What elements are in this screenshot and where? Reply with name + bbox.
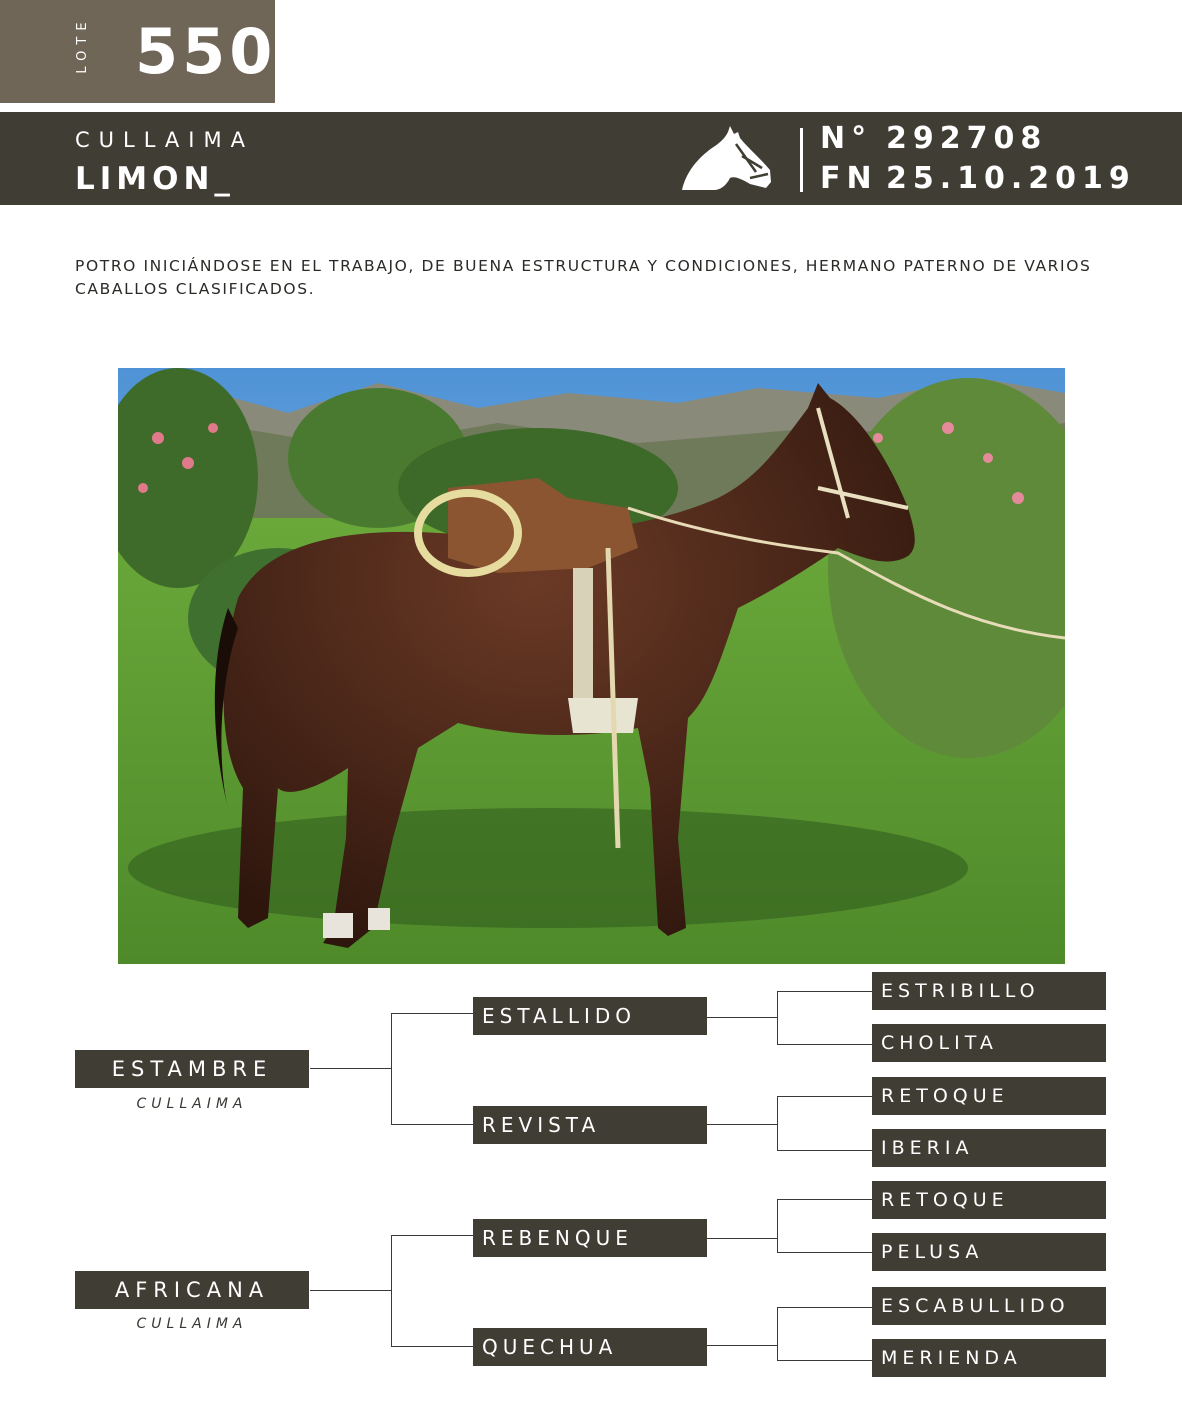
pedigree-ancestor: RETOQUE bbox=[872, 1077, 1106, 1115]
pedigree-connector bbox=[391, 1346, 473, 1347]
pedigree-ancestor: CHOLITA bbox=[872, 1024, 1106, 1062]
horse-header bbox=[0, 112, 1182, 205]
pedigree-connector bbox=[777, 1199, 778, 1253]
pedigree-connector bbox=[777, 1252, 872, 1253]
registration-number: 292708 bbox=[886, 121, 1048, 156]
pedigree-connector bbox=[391, 1235, 473, 1236]
pedigree-connector bbox=[777, 1096, 872, 1097]
horse-name: LIMON_ bbox=[75, 161, 235, 197]
lot-badge bbox=[0, 0, 275, 103]
horse-head-icon bbox=[680, 126, 772, 192]
pedigree-ancestor: ESCABULLIDO bbox=[872, 1287, 1106, 1325]
pedigree-connector bbox=[391, 1235, 392, 1346]
pedigree-ancestor: RETOQUE bbox=[872, 1181, 1106, 1219]
birth-date-row bbox=[820, 162, 1136, 196]
pedigree-dam-sire: REBENQUE bbox=[473, 1219, 707, 1257]
pedigree-sire-sire: ESTALLIDO bbox=[473, 997, 707, 1035]
registration-row bbox=[820, 122, 1047, 156]
pedigree-dam-dam: QUECHUA bbox=[473, 1328, 707, 1366]
horse-description: POTRO INICIÁNDOSE EN EL TRABAJO, DE BUENA ESTRUCTURA Y CONDICIONES, HERMANO PATERNO DE VARIOS CABALLOS CLASIFICADOS. bbox=[75, 257, 1092, 298]
pedigree-sire: ESTAMBRE bbox=[75, 1050, 309, 1088]
pedigree-connector bbox=[391, 1013, 473, 1014]
pedigree-connector bbox=[777, 1096, 778, 1150]
pedigree-ancestor: MERIENDA bbox=[872, 1339, 1106, 1377]
pedigree-connector bbox=[310, 1290, 392, 1291]
pedigree-connector bbox=[777, 1360, 872, 1361]
pedigree-connector bbox=[310, 1068, 392, 1069]
pedigree-connector bbox=[777, 1044, 872, 1045]
registration-label: N° bbox=[820, 121, 873, 156]
pedigree-connector bbox=[707, 1017, 778, 1018]
pedigree-ancestor: IBERIA bbox=[872, 1129, 1106, 1167]
pedigree-dam: AFRICANA bbox=[75, 1271, 309, 1309]
pedigree-connector bbox=[391, 1013, 392, 1124]
lot-label: LOTE bbox=[75, 16, 90, 74]
pedigree-connector bbox=[777, 991, 778, 1045]
pedigree-connector bbox=[777, 1307, 778, 1361]
breeder-name: CULLAIMA bbox=[75, 128, 254, 152]
pedigree-connector bbox=[777, 991, 872, 992]
pedigree-connector bbox=[777, 1307, 872, 1308]
pedigree-sire-breeder: CULLAIMA bbox=[136, 1096, 248, 1112]
pedigree-dam-breeder: CULLAIMA bbox=[136, 1316, 248, 1332]
birth-date-label: FN bbox=[820, 161, 878, 196]
pedigree-connector bbox=[391, 1124, 473, 1125]
pedigree-connector bbox=[707, 1345, 778, 1346]
pedigree-connector bbox=[707, 1238, 778, 1239]
pedigree-connector bbox=[777, 1199, 872, 1200]
pedigree-connector bbox=[777, 1150, 872, 1151]
pedigree-connector bbox=[707, 1124, 778, 1125]
birth-date: 25.10.2019 bbox=[886, 161, 1136, 196]
pedigree-sire-dam: REVISTA bbox=[473, 1106, 707, 1144]
horse-photo bbox=[118, 368, 1065, 964]
pedigree-ancestor: PELUSA bbox=[872, 1233, 1106, 1271]
header-divider bbox=[800, 128, 803, 192]
lot-number: 550 bbox=[135, 15, 277, 88]
pedigree-ancestor: ESTRIBILLO bbox=[872, 972, 1106, 1010]
